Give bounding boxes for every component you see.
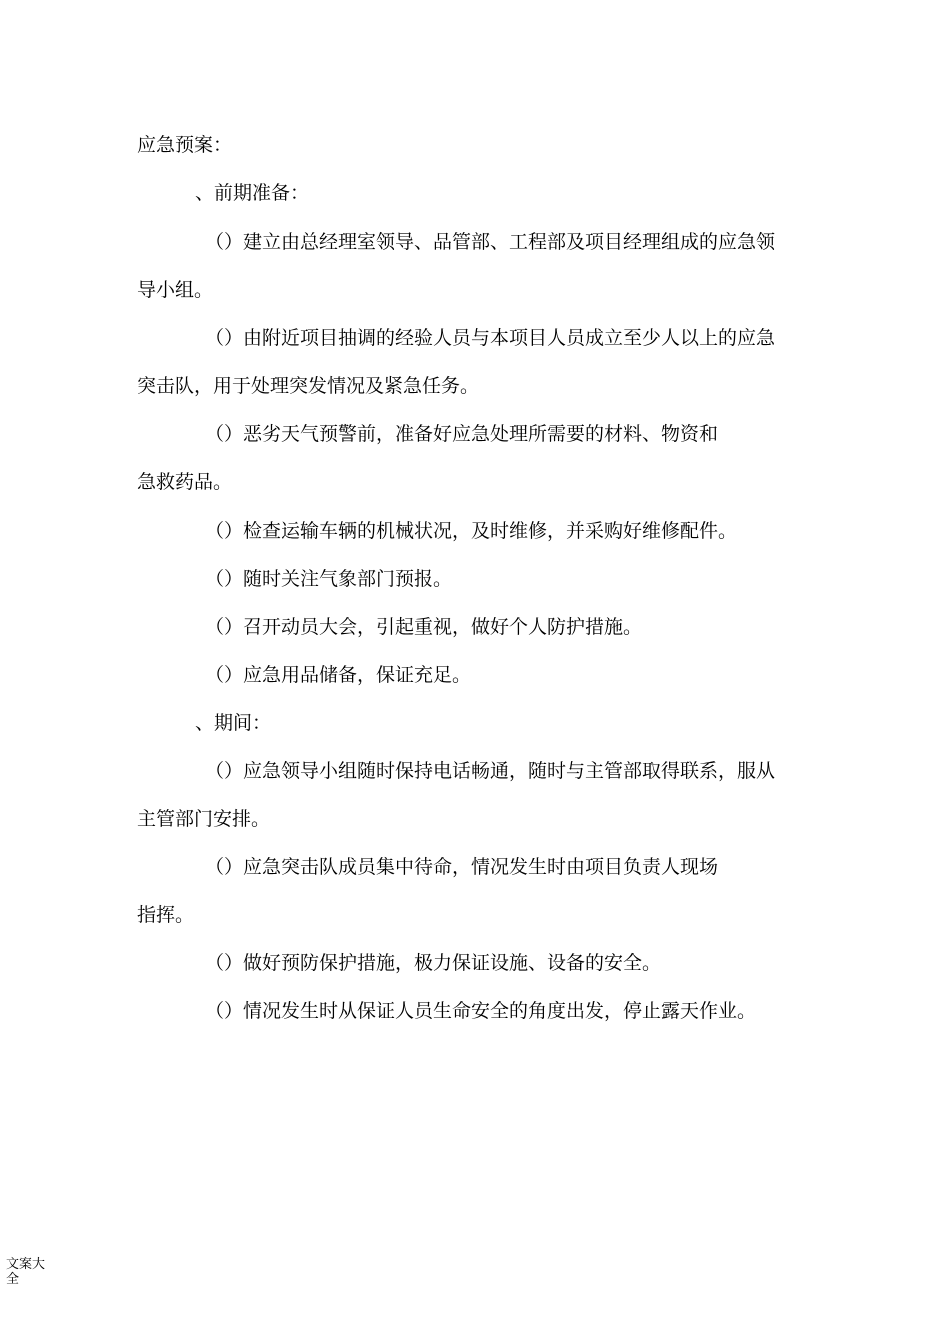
paragraph-line: （）建立由总经理室领导、品管部、工程部及项目经理组成的应急领	[205, 231, 776, 253]
paragraph-line: （）应急用品储备，保证充足。	[205, 664, 472, 686]
paragraph-line: （）应急领导小组随时保持电话畅通，随时与主管部取得联系，服从	[205, 760, 776, 782]
paragraph-line: （）应急突击队成员集中待命，情况发生时由项目负责人现场	[205, 856, 719, 878]
paragraph-line: （）召开动员大会，引起重视，做好个人防护措施。	[205, 616, 643, 638]
paragraph-line: （）做好预防保护措施，极力保证设施、设备的安全。	[205, 952, 662, 974]
paragraph-line: （）恶劣天气预警前，准备好应急处理所需要的材料、物资和	[205, 423, 719, 445]
footer-label: 文案大全	[6, 1257, 46, 1287]
paragraph-line: （）随时关注气象部门预报。	[205, 568, 453, 590]
paragraph-line: 主管部门安排。	[137, 808, 271, 830]
document-title: 应急预案：	[137, 134, 233, 156]
paragraph-line: 导小组。	[137, 279, 214, 301]
section-heading-preparation: 、前期准备：	[195, 182, 310, 204]
paragraph-line: 指挥。	[137, 904, 195, 926]
paragraph-line: （）情况发生时从保证人员生命安全的角度出发，停止露天作业。	[205, 1000, 757, 1022]
paragraph-line: 突击队，用于处理突发情况及紧急任务。	[137, 375, 480, 397]
paragraph-line: （）由附近项目抽调的经验人员与本项目人员成立至少人以上的应急	[205, 327, 776, 349]
paragraph-line: 急救药品。	[137, 471, 233, 493]
paragraph-line: （）检查运输车辆的机械状况，及时维修，并采购好维修配件。	[205, 520, 738, 542]
section-heading-during: 、期间：	[195, 712, 272, 734]
